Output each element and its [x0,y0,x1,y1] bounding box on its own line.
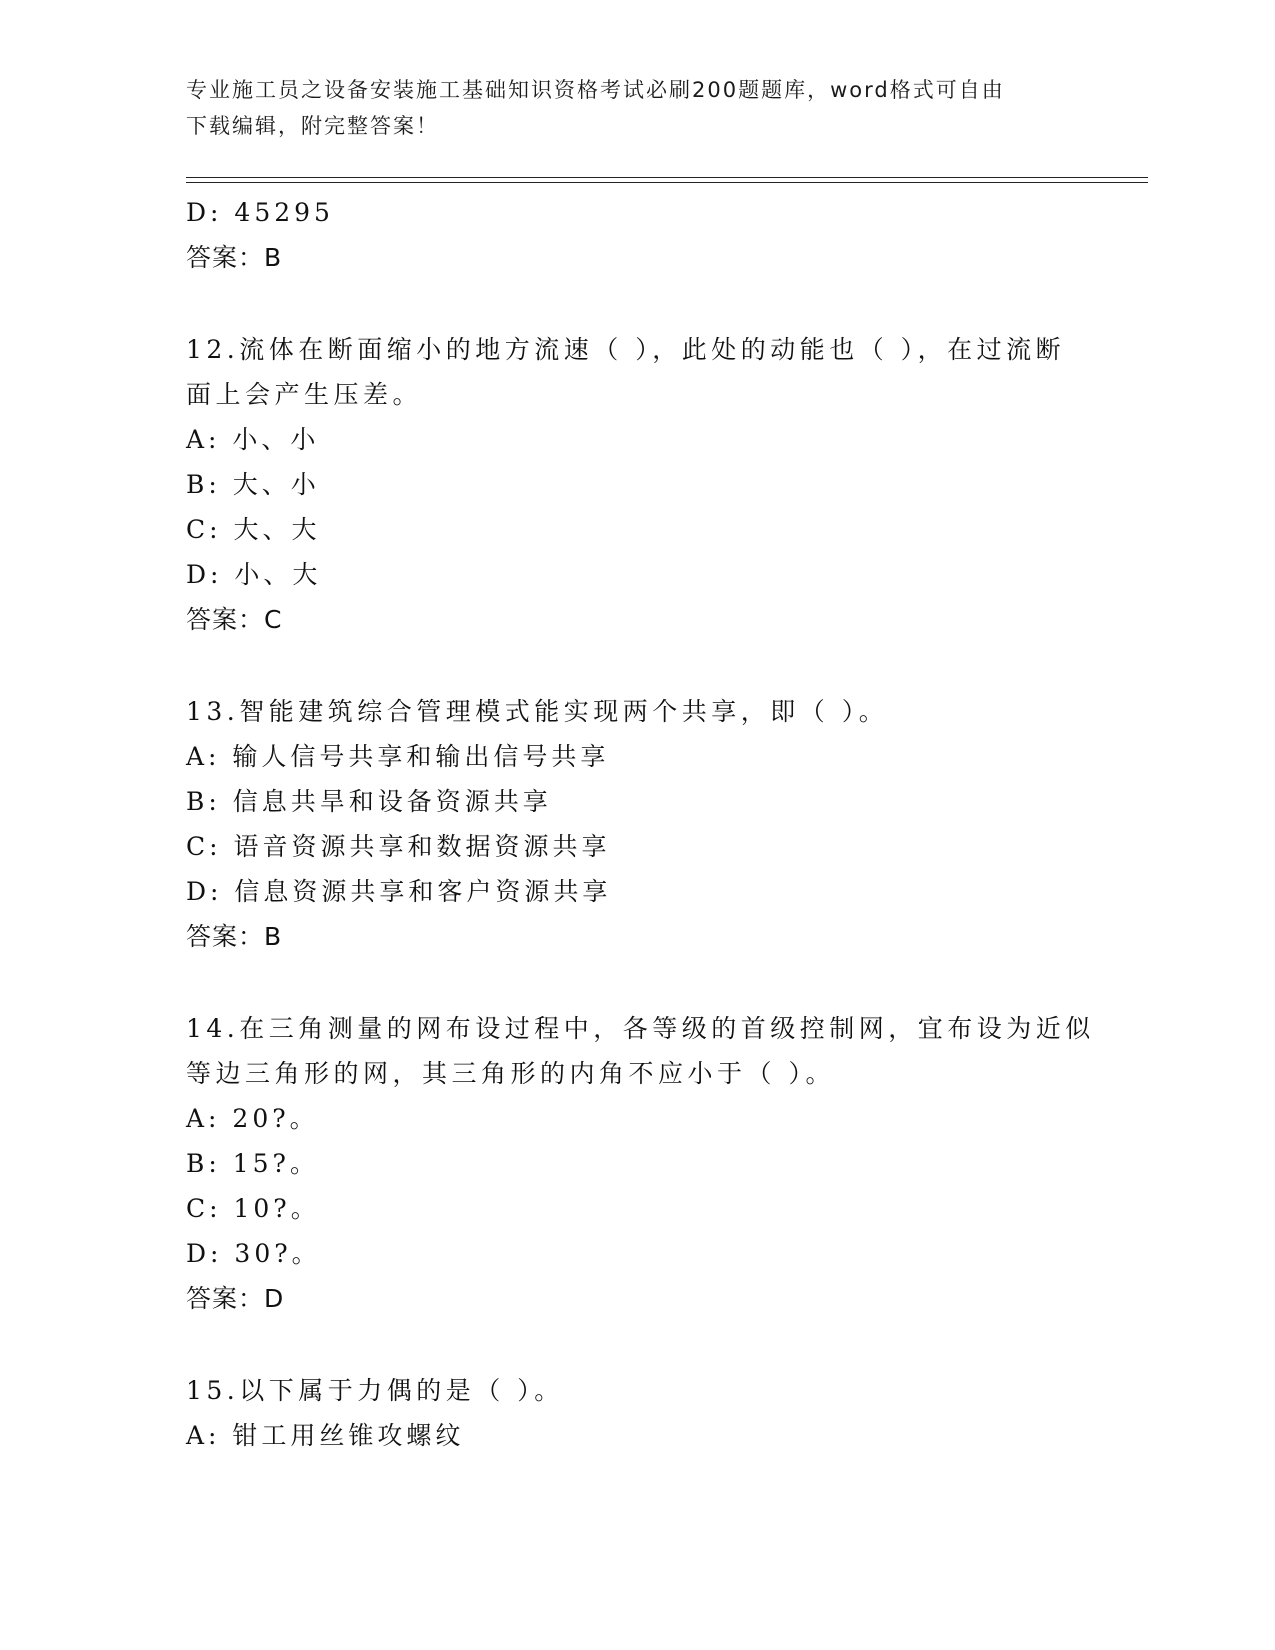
q12-option-d: D: 小、大 [186,560,322,589]
q14-option-d: D: 30?。 [186,1239,321,1268]
q12-option-c: C: 大、大 [186,515,321,544]
header-divider-top [186,177,1148,178]
q14-answer: 答案：D [186,1284,285,1313]
q11-answer: 答案：B [186,243,283,272]
q13-answer: 答案：B [186,922,283,951]
header-title-line-1: 专业施工员之设备安装施工基础知识资格考试必刷200题题库，word格式可自由 [186,78,1005,102]
q12-answer: 答案：C [186,605,283,634]
q13-option-b: B: 信息共旱和设备资源共享 [186,787,552,816]
question-spacer [186,280,1086,327]
question-spacer [186,642,1086,689]
q14-option-a: A: 20?。 [186,1104,319,1133]
q14-option-c: C: 10?。 [186,1194,320,1223]
q12-option-a: A: 小、小 [186,425,320,454]
q13-option-a: A: 输人信号共享和输出信号共享 [186,742,610,771]
q13-stem-line-1: 13.智能建筑综合管理模式能实现两个共享，即（ ）。 [186,697,889,726]
q11-option-d: D: 45295 [186,198,334,227]
q13-option-c: C: 语音资源共享和数据资源共享 [186,832,611,861]
header-divider-bottom [186,182,1148,183]
question-spacer [186,1321,1086,1368]
q14-option-b: B: 15?。 [186,1149,319,1178]
header-title-line-2: 下载编辑，附完整答案！ [186,114,439,138]
q12-stem-line-2: 面上会产生压差。 [186,380,423,409]
question-12 [186,327,1086,642]
document-header [186,72,1066,144]
q12-option-b: B: 大、小 [186,470,320,499]
q14-stem-line-1: 14.在三角测量的网布设过程中，各等级的首级控制网，宜布设为近似 [186,1014,1095,1043]
question-list [186,190,1095,1458]
q14-stem-line-2: 等边三角形的网，其三角形的内角不应小于（ ）。 [186,1059,835,1088]
question-15 [186,1368,1086,1458]
q13-option-d: D: 信息资源共享和客户资源共享 [186,877,612,906]
q12-stem-line-1: 12.流体在断面缩小的地方流速（ ），此处的动能也（ ），在过流断 [186,335,1066,364]
question-spacer [186,959,1086,1006]
q15-option-a: A: 钳工用丝锥攻螺纹 [186,1421,465,1450]
question-13 [186,689,1086,959]
q15-stem-line-1: 15.以下属于力偶的是（ ）。 [186,1376,564,1405]
question-14 [186,1006,1095,1321]
